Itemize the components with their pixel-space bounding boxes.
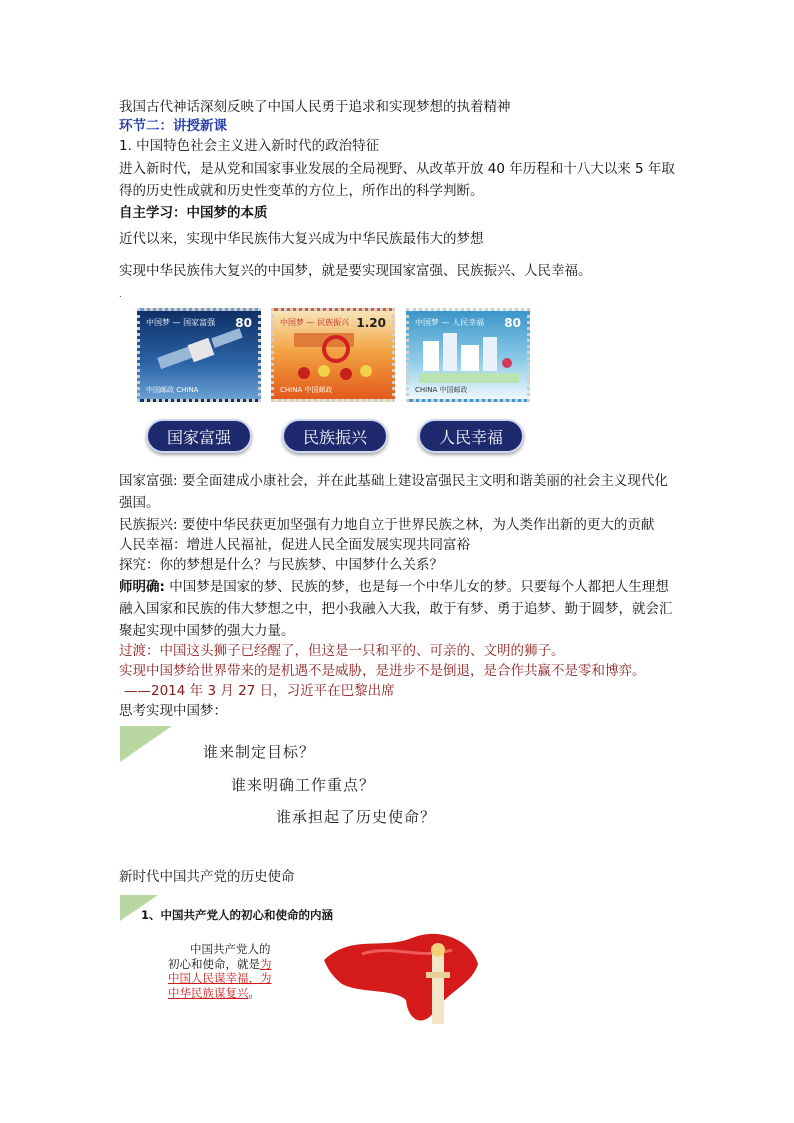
historic-mission-title: 新时代中国共产党的历史使命 <box>119 869 295 885</box>
mission-body-highlight: 为中国人民谋幸福，为中华民族谋复兴 <box>168 956 272 1000</box>
china-dream-essence-line: 实现中华民族伟大复兴的中国梦，就是要实现国家富强、民族振兴、人民幸福。 <box>119 263 592 279</box>
pill-rejuvenation: 民族振兴 <box>282 419 388 453</box>
teacher-text: 中国梦是国家的梦、民族的梦，也是每一个中华儿女的梦。只要每个人都把人生理想融入国家和民族的伟大梦想之中，把小我融入大我，敢于有梦、勇于追梦、勤于圆梦，就会汇聚起实现中国梦的强大力量。 <box>119 579 673 639</box>
stamp-rejuvenation <box>271 308 395 402</box>
stamp-bottom-label: CHINA 中国邮政 <box>415 386 468 394</box>
stamp-bottom-label: CHINA 中国邮政 <box>280 386 333 394</box>
question-2: 谁来明确工作重点？ <box>231 776 376 794</box>
think-line: 思考实现中国梦： <box>119 703 227 719</box>
stamp-top-label: 中国梦 — 国家富强 <box>146 318 216 327</box>
inquiry-paragraph: 探究：你的梦想是什么？与民族梦、中国梦什么关系？ <box>119 557 443 573</box>
happiness-paragraph: 人民幸福：增进人民福祉，促进人民全面发展实现共同富裕 <box>119 537 470 553</box>
transition-paragraph: 过渡：中国这头狮子已经醒了，但这是一只和平的、可亲的、文明的狮子。 <box>119 643 565 659</box>
stamp-happiness <box>406 308 530 402</box>
stamp-top-label: 中国梦 — 民族振兴 <box>280 318 350 327</box>
slide-corner-triangle <box>120 726 172 762</box>
teacher-clarifies-paragraph <box>119 576 679 642</box>
stamp-bottom-label: 中国邮政 CHINA <box>146 386 199 394</box>
self-study-heading: 自主学习：中国梦的本质 <box>119 205 268 221</box>
new-era-paragraph: 进入新时代，是从党和国家事业发展的全局视野、从改革开放 40 年历程和十八大以来 5 年取得的历史性成就和历史性变革的方位上，所作出的科学判断。 <box>119 161 675 199</box>
rejuvenation-paragraph: 民族振兴: 要使中华民获更加坚强有力地自立于世界民族之林，为人类作出新的更大的贡献 <box>119 517 655 533</box>
modern-dream-line: 近代以来，实现中华民族伟大复兴成为中华民族最伟大的梦想 <box>119 231 484 247</box>
dot-marker: . <box>119 290 122 299</box>
teacher-label: 师明确: <box>119 579 165 595</box>
mission-heading: 1、中国共产党人的初心和使命的内涵 <box>141 908 333 922</box>
mission-body <box>168 942 276 1000</box>
question-1: 谁来制定目标？ <box>203 743 316 761</box>
mission-body-prefix: 中国共产党人的初心和使命，就是 <box>168 942 271 971</box>
mission-body-suffix: 。 <box>248 985 260 1000</box>
stamp-top-label: 中国梦 — 人民幸福 <box>415 318 485 327</box>
pill-prosperity: 国家富强 <box>146 419 252 453</box>
stamp-prosperity <box>137 308 261 402</box>
xi-quote-paragraph: 实现中国梦给世界带来的是机遇不是威胁，是进步不是倒退，是合作共赢不是零和博弈。 <box>119 663 646 679</box>
quote-source-line: ——2014 年 3 月 27 日，习近平在巴黎出席 <box>124 683 395 699</box>
pill-happiness: 人民幸福 <box>418 419 524 453</box>
stamp-value: 80 <box>235 316 252 330</box>
prosperity-paragraph: 国家富强: 要全面建成小康社会，并在此基础上建设富强民主文明和谐美丽的社会主义现代化强国。 <box>119 473 668 511</box>
question-3: 谁承担起了历史使命？ <box>276 808 437 826</box>
party-flag-illustration <box>322 924 482 1028</box>
stamp-value: 1.20 <box>356 316 386 330</box>
point-1-title: 1. 中国特色社会主义进入新时代的政治特征 <box>119 138 380 154</box>
intro-line: 我国古代神话深刻反映了中国人民勇于追求和实现梦想的执着精神 <box>119 99 511 115</box>
stamp-value: 80 <box>504 316 521 330</box>
section-heading-lecture: 环节二：讲授新课 <box>119 118 227 134</box>
